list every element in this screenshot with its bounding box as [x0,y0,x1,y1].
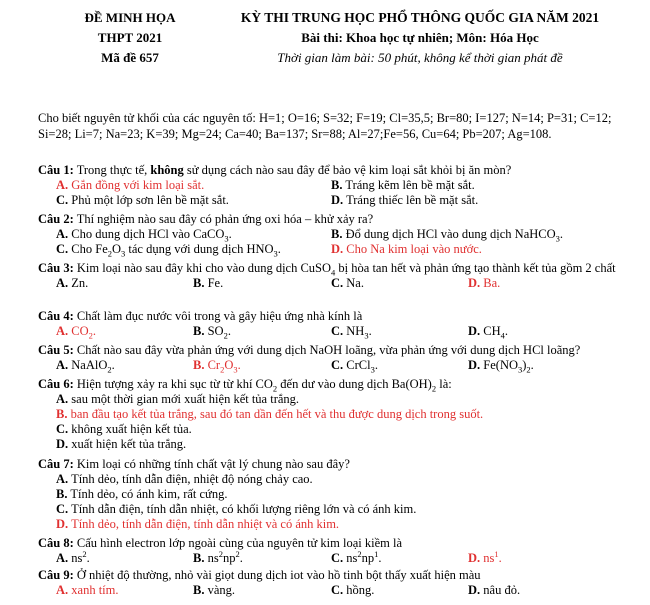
option-c[interactable]: C. hồng. [331,583,375,597]
option-row [38,242,638,257]
option-d[interactable]: D. Ba. [468,276,501,290]
option-c[interactable]: C. CrCl$_3$. [331,358,378,375]
option-row [38,227,638,242]
atomic-masses: Cho biết nguyên tử khối của các nguyên tố: H=1; O=16; S=32; F=19; Cl=35,5; Br=80; I=127; N=14; P=31; C=12; Si=28; Li=7; Na=23; K=39; Mg=24; Ca=40; Ba=137; Sr=88; Al=27;Fe=56, Cu=64; Pb=207; Ag=108. [38,111,612,141]
question-1 [38,163,638,208]
option-d[interactable]: D. nâu đỏ. [468,583,521,597]
question-label: Câu 1: [38,163,74,177]
question-9 [38,568,638,598]
option-row [38,178,638,193]
exam-time: Thời gian làm bài: 50 phút, không kể thời gian phát đề [277,50,563,65]
exam-code-block [70,8,190,68]
question-stem: Câu 7: Kim loại có những tính chất vật lý chung nào sau đây? [38,457,350,471]
option-row [38,324,638,339]
option-d[interactable]: D. $CH_4$. [468,324,509,341]
option-b[interactable]: B. Tính dẻo, có ánh kim, rất cứng. [56,487,228,501]
option-row [38,193,638,208]
option-d[interactable]: D. $Fe(NO_3)_2$. [468,358,534,375]
option-a[interactable]: A. Zn. [56,276,89,290]
option-row [38,358,638,373]
question-3 [38,261,638,291]
option-b[interactable]: B. Tráng kẽm lên bề mặt sắt. [331,178,475,192]
question-stem: Câu 9: Ở nhiệt độ thường, nhỏ vài giọt dung dịch iot vào hồ tinh bột thấy xuất hiện màu [38,568,481,582]
option-c[interactable]: C. $NH_3$. [331,324,372,341]
question-stem: Câu 5: Chất nào sau đây vừa phản ứng với dung dịch NaOH loãng, vừa phản ứng với dung dịch HCl loãng? [38,343,581,357]
option-d[interactable]: D. Tráng thiếc lên bề mặt sắt. [331,193,479,207]
option-row [38,583,638,598]
question-stem: Câu 2: Thí nghiệm nào sau đây có phản ứng oxi hóa – khử xảy ra? [38,212,374,226]
option-b[interactable]: B. $SO_2$. [193,324,231,341]
exam-title: KỲ THI TRUNG HỌC PHỔ THÔNG QUỐC GIA NĂM 2021 [240,10,600,25]
exam-title-block [210,8,630,68]
emphasis: không [150,163,184,177]
option-b[interactable]: B. Đổ dung dịch HCl vào dung dịch NaHCO$_3$. [331,227,564,244]
option-c[interactable]: C. Phủ một lớp sơn lên bề mặt sắt. [56,193,229,207]
option-b[interactable]: B. $ns^2np^2$. [193,548,243,565]
option-b[interactable]: B. $Cr_2O_3$. [193,358,241,375]
option-d[interactable]: D. Tính dẻo, tính dẫn điện, tính dẫn nhiệt và có ánh kim. [56,517,340,531]
question-stem: Câu 1: Trong thực tế, không sử dụng cách nào sau đây để bảo vệ kim loại sắt khỏi bị ăn mòn? [38,163,512,177]
option-a[interactable]: A. $CO_2$. [56,324,97,341]
option-c[interactable]: C. không xuất hiện kết tủa. [56,422,192,436]
exam-type: ĐỀ MINH HỌA [84,10,176,25]
exam-subject: Bài thi: Khoa học tự nhiên; Môn: Hóa Học [301,30,539,45]
option-a[interactable]: A. NaAlO$_2$. [56,358,115,375]
question-5 [38,343,638,373]
option-a[interactable]: A. sau một thời gian mới xuất hiện kết tủa trắng. [56,392,300,406]
question-stem: Câu 3: Kim loại nào sau đây khi cho vào dung dịch CuSO$_4$ bị hòa tan hết và phản ứng tạo thành kết tủa gồm 2 chất [38,261,616,278]
option-row [38,548,638,566]
option-b[interactable]: B. Fe. [193,276,224,290]
option-d[interactable]: D. $ns^1$. [468,548,502,565]
question-2 [38,212,638,257]
question-4 [38,309,638,339]
option-a[interactable]: A. Cho dung dịch HCl vào CaCO$_3$. [56,227,232,244]
option-d[interactable]: D. xuất hiện kết tủa trắng. [56,437,187,451]
option-c[interactable]: C. $ns^2np^1$. [331,548,382,565]
option-c[interactable]: C. Na. [331,276,364,290]
question-7 [38,457,638,532]
option-d[interactable]: D. Cho Na kim loại vào nước. [331,242,482,256]
question-6 [38,377,638,452]
option-b[interactable]: B. ban đầu tạo kết tủa trắng, sau đó tan dần đến hết và thu được dung dịch trong suốt. [56,407,484,421]
exam-year: THPT 2021 [97,30,163,45]
option-a[interactable]: A. xanh tím. [56,583,119,597]
option-a[interactable]: A. Tính dẻo, tính dẫn điện, nhiệt độ nóng chảy cao. [56,472,313,486]
option-c[interactable]: C. Tính dẫn điện, tính dẫn nhiệt, có khối lượng riêng lớn và có ánh kim. [56,502,417,516]
option-a[interactable]: A. $ns^2$. [56,548,90,565]
question-stem: Câu 6: Hiện tượng xảy ra khi sục từ từ khí $CO_2$ đến dư vào dung dịch $Ba(OH)_2$ là: [38,377,452,394]
question-stem: Câu 8: Cấu hình electron lớp ngoài cùng của nguyên tử kim loại kiềm là [38,536,403,550]
option-c[interactable]: C. Cho $Fe_2O_3$ tác dụng với dung dịch $HNO_3$. [56,242,281,259]
option-row [38,276,638,291]
option-b[interactable]: B. vàng. [193,583,236,597]
option-a[interactable]: A. Gắn đồng với kim loại sắt. [56,178,205,192]
exam-code: Mã đề 657 [101,50,159,65]
question-stem: Câu 4: Chất làm đục nước vôi trong và gây hiệu ứng nhà kính là [38,309,363,323]
question-8 [38,536,638,566]
